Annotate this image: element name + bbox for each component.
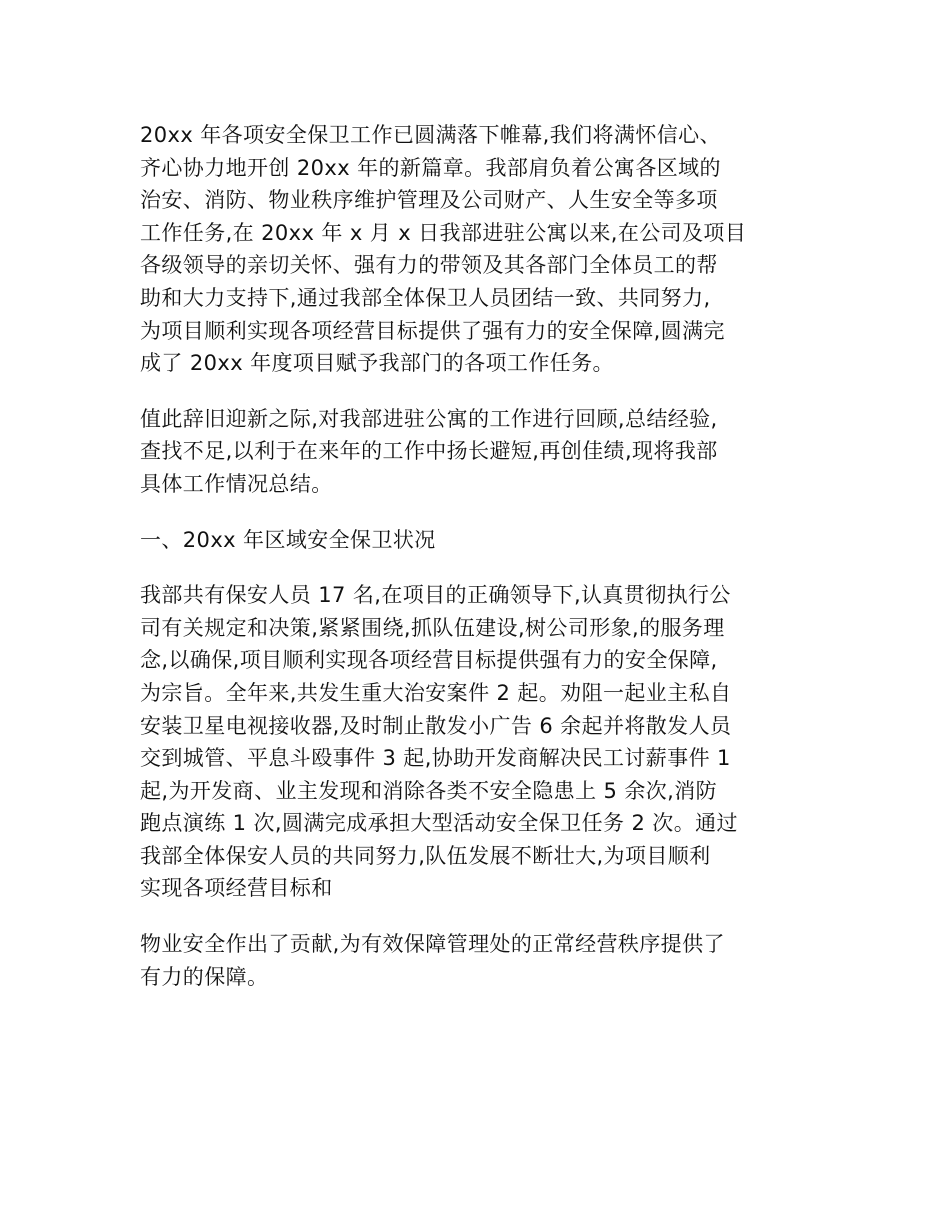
text-line: 各级领导的亲切关怀、强有力的带领及其各部门全体员工的帮 [140,253,718,278]
text-line: 值此辞旧迎新之际,对我部进驻公寓的工作进行回顾,总结经验, [140,406,718,431]
text-line: 交到城管、平息斗殴事件 3 起,协助开发商解决民工讨薪事件 1 [140,746,731,771]
section-heading-text: 一、20xx 年区域安全保卫状况 [140,527,436,552]
text-line: 为项目顺利实现各项经营目标提供了强有力的安全保障,圆满完 [140,318,725,343]
text-line: 工作任务,在 20xx 年 x 月 x 日我部进驻公寓以来,在公司及项目 [140,220,747,245]
section-heading [140,524,812,557]
document-page [140,119,812,993]
text-line: 司有关规定和决策,紧紧围绕,抓队伍建设,树公司形象,的服务理 [140,615,725,640]
text-line: 我部全体保安人员的共同努力,队伍发展不断壮大,为项目顺利 [140,843,711,868]
text-line: 治安、消防、物业秩序维护管理及公司财产、人生安全等多项 [140,188,718,213]
text-line: 安装卫星电视接收器,及时制止散发小广告 6 余起并将散发人员 [140,713,732,738]
text-line: 跑点演练 1 次,圆满完成承担大型活动安全保卫任务 2 次。通过 [140,811,738,836]
text-line: 物业安全作出了贡献,为有效保障管理处的正常经营秩序提供了 [140,932,725,957]
paragraph-security-status [140,579,812,905]
text-line: 查找不足,以利于在来年的工作中扬长避短,再创佳绩,现将我部 [140,439,718,464]
text-line: 齐心协力地开创 20xx 年的新篇章。我部肩负着公寓各区域的 [140,155,721,180]
text-line: 助和大力支持下,通过我部全体保卫人员团结一致、共同努力, [140,285,711,310]
paragraph-intro [140,119,812,380]
text-line: 念,以确保,项目顺利实现各项经营目标提供强有力的安全保障, [140,648,718,673]
text-line: 起,为开发商、业主发现和消除各类不安全隐患上 5 余次,消防 [140,778,718,803]
paragraph-contribution [140,928,812,993]
text-line: 为宗旨。全年来,共发生重大治安案件 2 起。劝阻一起业主私自 [140,680,732,705]
text-line: 成了 20xx 年度项目赋予我部门的各项工作任务。 [140,351,614,376]
text-line: 有力的保障。 [140,964,269,989]
paragraph-review [140,403,812,501]
text-line: 我部共有保安人员 17 名,在项目的正确领导下,认真贯彻执行公 [140,583,731,608]
text-line: 实现各项经营目标和 [140,876,333,901]
text-line: 具体工作情况总结。 [140,471,333,496]
text-line: 20xx 年各项安全保卫工作已圆满落下帷幕,我们将满怀信心、 [140,123,721,147]
